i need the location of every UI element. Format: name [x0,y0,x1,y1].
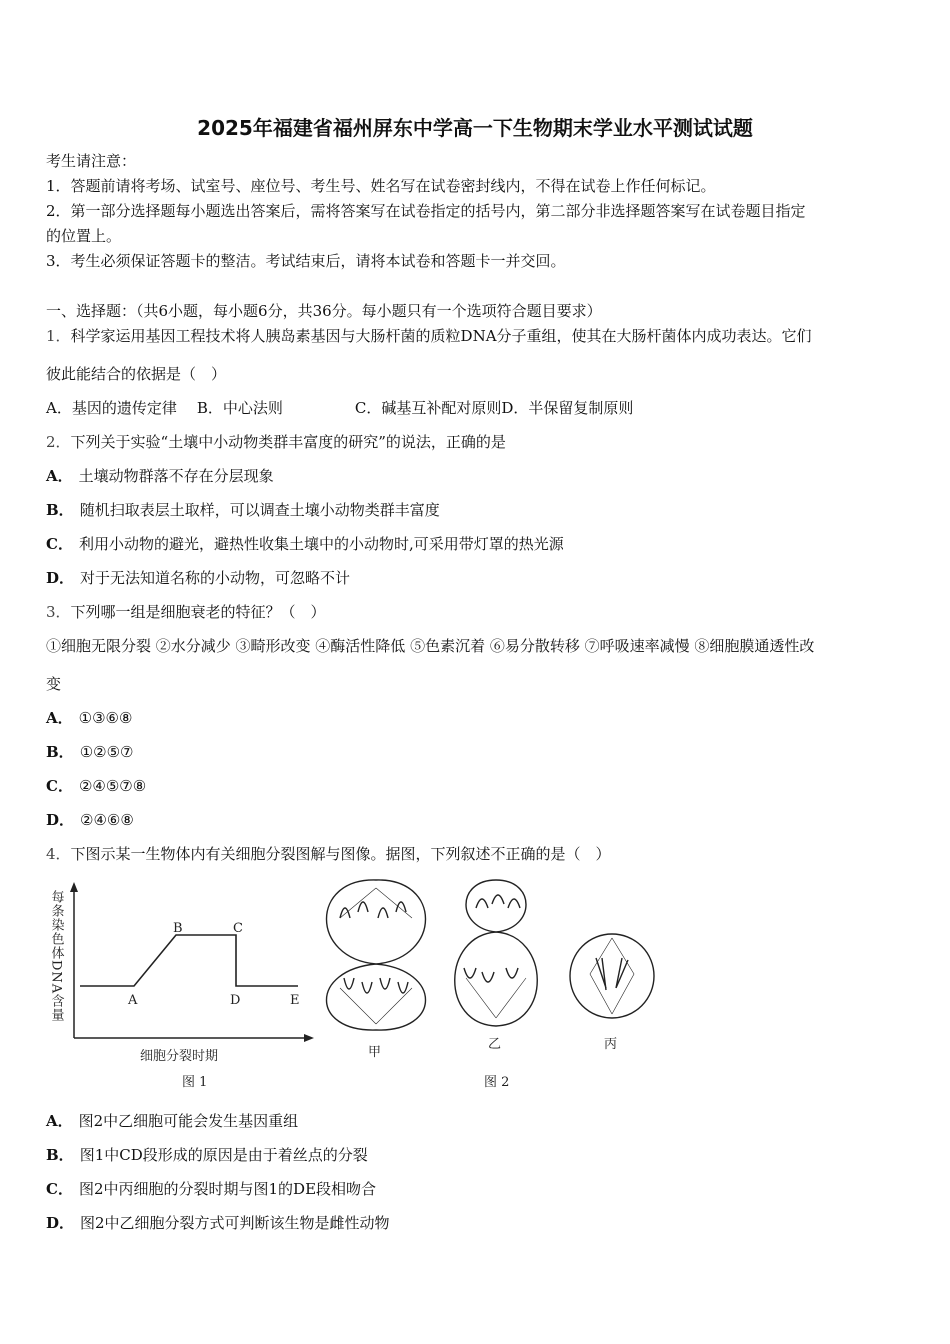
figure-1-caption: 图 1 [182,1075,208,1090]
cell-yi-lower-chromosomes [464,968,518,982]
option-text: ①②⑤⑦ [79,743,134,761]
cell-yi-label: 乙 [488,1037,502,1052]
cell-jia-spindle [340,888,412,1024]
x-axis-label: 细胞分裂时期 [140,1049,219,1064]
option-text: 利用小动物的避光，避热性收集土壤中的小动物时,可采用带灯罩的热光源 [78,535,564,553]
notice-item-1: 1．答题前请将考场、试室号、座位号、考生号、姓名写在试卷密封线内，不得在试卷上作任何标记。 [46,177,716,195]
option-text: 图2中乙细胞可能会发生基因重组 [78,1112,299,1130]
question-4-option-c[interactable] [46,1178,906,1200]
dna-content-line [80,935,298,986]
x-axis-arrow [304,1034,314,1042]
question-3-option-c[interactable] [46,775,906,797]
question-2-option-d[interactable] [46,567,906,589]
point-label-b: B [173,921,183,936]
y-axis-arrow [70,882,78,892]
question-3-items-cont: 变 [46,675,62,693]
question-3-option-b[interactable] [46,741,906,763]
question-3-number: 3． [46,603,71,621]
page-title: 2025年福建省福州屏东中学高一下生物期末学业水平测试试题 [197,116,753,140]
question-1-option-b[interactable]: B．中心法则 [196,399,283,417]
option-label: A． [46,1112,73,1130]
option-text: 随机扫取表层土取样，可以调查土壤小动物类群丰富度 [79,501,440,519]
option-text: 土壤动物群落不存在分层现象 [78,467,274,485]
question-4-figure [40,878,680,1100]
option-text: ①③⑥⑧ [78,709,133,727]
cell-yi-membrane [455,880,538,1026]
question-2-text: 下列关于实验“土壤中小动物类群丰富度的研究”的说法，正确的是 [70,433,506,451]
question-1-option-c[interactable]: C．碱基互补配对原则 [354,399,502,417]
cell-yi-spindle [466,978,526,1018]
question-1-text: 科学家运用基因工程技术将人胰岛素基因与大肠杆菌的质粒DNA分子重组，使其在大肠杆菌体内成功表达。它们 [70,327,812,345]
option-text: 对于无法知道名称的小动物，可忽略不计 [80,569,351,587]
y-axis-label: 每条染色体DNA含量 [48,890,64,1023]
option-text: 图2中乙细胞分裂方式可判断该生物是雌性动物 [80,1214,390,1232]
notice-item-2-cont: 的位置上。 [46,227,122,245]
option-text: 图1中CD段形成的原因是由于着丝点的分裂 [79,1146,368,1164]
point-label-d: D [230,993,241,1008]
option-label: B． [46,1146,74,1164]
option-label: D． [46,811,75,829]
cell-jia-label: 甲 [368,1045,382,1060]
question-1-stem [46,325,906,347]
option-label: B． [46,743,74,761]
question-2-stem [46,431,906,453]
figure-2-caption: 图 2 [484,1075,510,1090]
option-label: C． [46,535,73,553]
cell-bing-chromosomes [596,958,628,990]
option-label: A． [46,467,73,485]
option-label: D． [46,569,75,587]
question-4-number: 4． [46,845,71,863]
point-label-c: C [233,921,243,936]
option-label: C． [46,777,73,795]
question-3-option-d[interactable] [46,809,906,831]
question-1-number: 1． [46,327,71,345]
cell-bing-label: 丙 [604,1037,618,1052]
option-label: C． [46,1180,73,1198]
notice-item-2: 2．第一部分选择题每小题选出答案后，需将答案写在试卷指定的括号内，第二部分非选择题答案写在试卷题目指定 [46,202,806,220]
question-3-text: 下列哪一组是细胞衰老的特征？（ ） [70,603,326,621]
cell-jia [327,880,426,1060]
option-label: D． [46,1214,75,1232]
question-1-option-a[interactable]: A．基因的遗传定律 [46,399,177,417]
question-1-stem-cont: 彼此能结合的依据是（ ） [46,365,227,383]
question-4-option-b[interactable] [46,1144,906,1166]
question-4-option-a[interactable] [46,1110,906,1132]
cell-jia-lower-chromosomes [344,978,408,993]
question-3-stem [46,601,906,623]
cell-yi [455,880,538,1052]
question-4-text: 下图示某一生物体内有关细胞分裂图解与图像。据图，下列叙述不正确的是（ ） [70,845,611,863]
point-label-e: E [290,993,300,1008]
cell-yi-upper-chromosomes [476,895,520,908]
question-1-option-d[interactable]: D．半保留复制原则 [501,399,634,417]
cell-jia-membrane [327,880,426,1030]
cell-bing-spindle [590,938,634,1014]
point-label-a: A [128,993,138,1008]
question-2-number: 2． [46,433,71,451]
question-1-options [46,397,906,419]
cell-bing-membrane [570,934,654,1018]
question-4-stem [46,843,906,865]
question-2-option-b[interactable] [46,499,906,521]
question-4-option-d[interactable] [46,1212,906,1234]
option-label: B． [46,501,74,519]
question-2-option-a[interactable] [46,465,906,487]
option-text: ②④⑤⑦⑧ [78,777,147,795]
question-2-option-c[interactable] [46,533,906,555]
notice-heading: 考生请注意： [46,152,137,170]
option-text: ②④⑥⑧ [80,811,134,829]
option-text: 图2中丙细胞的分裂时期与图1的DE段相吻合 [78,1180,377,1198]
cell-bing [570,934,654,1052]
question-3-items: ①细胞无限分裂 ②水分减少 ③畸形改变 ④酶活性降低 ⑤色素沉着 ⑥易分散转移 ⑦呼吸速率减慢 ⑧细胞膜通透性改 [46,637,815,655]
question-3-option-a[interactable] [46,707,906,729]
figure-1-graph [49,882,315,1090]
notice-item-3: 3．考生必须保证答题卡的整洁。考试结束后，请将本试卷和答题卡一并交回。 [46,252,566,270]
section-heading: 一、选择题：（共6小题，每小题6分，共36分。每小题只有一个选项符合题目要求） [46,302,602,320]
option-label: A． [46,709,73,727]
